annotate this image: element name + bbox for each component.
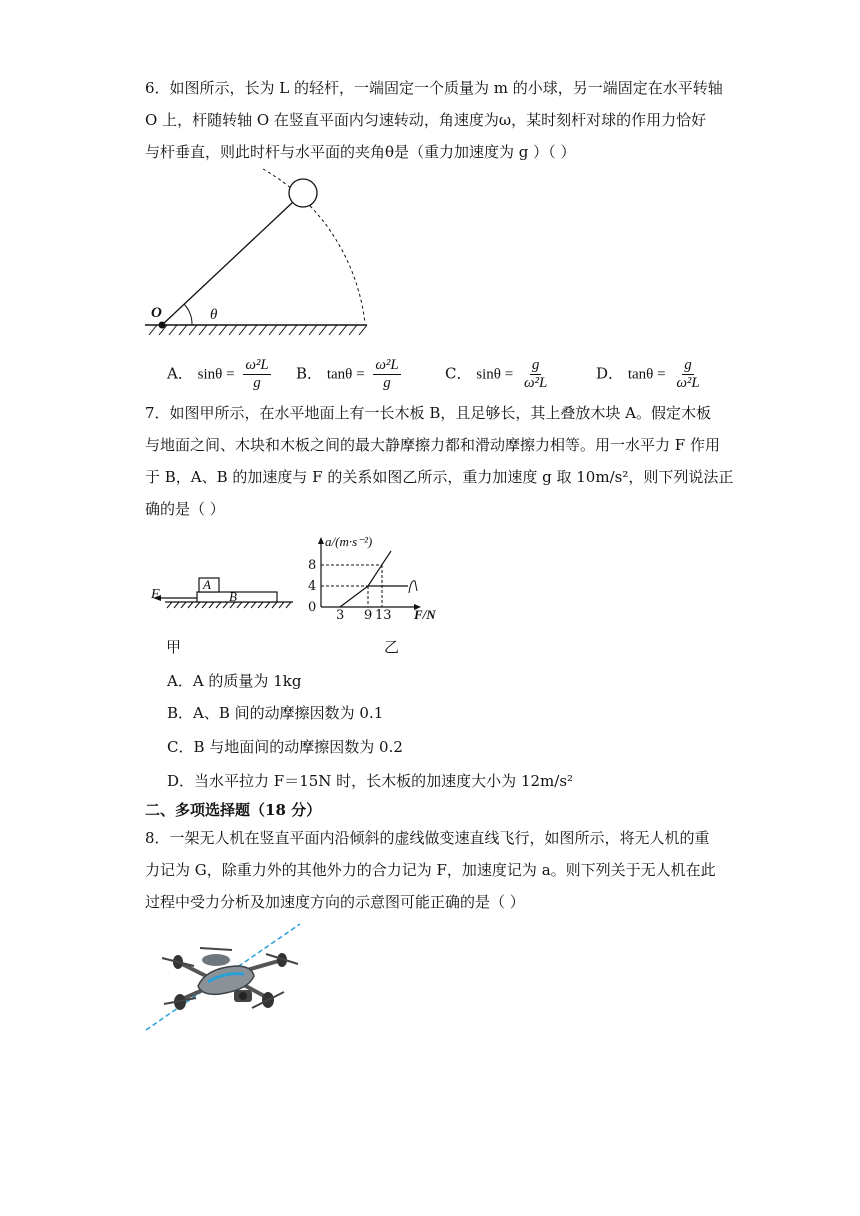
denominator: ω²L (676, 375, 700, 391)
q7-yi-ytick-4: 4 (308, 579, 317, 594)
option-letter: D． (596, 364, 624, 383)
q7-yi-xtick-9: 9 (364, 608, 373, 623)
q6-text-line1: 6．如图所示，长为 L 的轻杆，一端固定一个质量为 m 的小球，另一端固定在水平转轴 (145, 79, 723, 97)
denominator: ω²L (523, 375, 548, 391)
q7-option-b[interactable]: B．A、B 间的动摩擦因数为 0.1 (167, 704, 384, 722)
q8-text-line3: 过程中受力分析及加速度方向的示意图可能正确的是（ ） (145, 893, 525, 911)
section-heading: 二、多项选择题（18 分） (145, 801, 322, 819)
q7-option-a[interactable]: A．A 的质量为 1kg (167, 672, 302, 690)
q7-jia-label-F: F (151, 587, 160, 602)
q7-option-c[interactable]: C．B 与地面间的动摩擦因数为 0.2 (167, 738, 403, 756)
numerator: g (684, 357, 692, 373)
q7-text-line2: 与地面之间、木块和木板之间的最大静摩擦力都和滑动摩擦力相等。用一水平力 F 作用 (145, 436, 720, 454)
q7-yi-caption: 乙 (384, 638, 400, 656)
q7-option-d[interactable]: D．当水平拉力 F＝15N 时，长木板的加速度大小为 12m/s² (167, 772, 574, 790)
q6-text-line3: 与杆垂直，则此时杆与水平面的夹角θ是（重力加速度为 g ）（ ） (145, 143, 576, 161)
option-fraction (674, 357, 701, 392)
q7-yi-ylabel: a/(m·s⁻²) (325, 534, 373, 549)
q7-jia-label-B: B (229, 589, 237, 604)
q7-jia-label-A: A (203, 577, 211, 592)
q6-label-theta: θ (210, 307, 218, 323)
option-fraction (373, 357, 400, 392)
q7-yi-xtick-13: 13 (375, 608, 392, 623)
q8-text-line1: 8．一架无人机在竖直平面内沿倾斜的虚线做变速直线飞行，如图所示，将无人机的重 (145, 829, 710, 847)
option-function: tanθ = (627, 366, 666, 383)
q6-rod-figure (145, 165, 395, 340)
q7-jia-caption: 甲 (166, 638, 182, 656)
q6-option-b[interactable] (296, 357, 401, 392)
option-function: tanθ = (326, 366, 365, 383)
q8-drone-figure (140, 920, 310, 1035)
q7-yi-origin: 0 (308, 600, 317, 615)
q7-text-line3: 于 B，A、B 的加速度与 F 的关系如图乙所示，重力加速度 g 取 10m/s²，则下列说法正 (145, 468, 734, 486)
numerator: ω²L (245, 357, 269, 373)
q6-text-line2: O 上，杆随转轴 O 在竖直平面内匀速转动，角速度为ω，某时刻杆对球的作用力恰好 (145, 111, 707, 129)
option-fraction (243, 357, 270, 392)
option-letter: B． (296, 364, 323, 383)
denominator: g (383, 375, 391, 391)
q7-yi-xtick-3: 3 (336, 608, 345, 623)
q6-option-d[interactable] (596, 357, 702, 392)
q6-label-O: O (151, 305, 162, 321)
denominator: g (253, 375, 261, 391)
option-function: sinθ = (197, 366, 235, 383)
q7-yi-ytick-8: 8 (308, 558, 317, 573)
q6-option-c[interactable] (445, 357, 549, 392)
option-fraction (522, 357, 549, 392)
q6-option-a[interactable] (167, 357, 271, 392)
q7-text-line4: 确的是（ ） (145, 500, 225, 518)
option-letter: A． (167, 364, 193, 383)
numerator: ω²L (375, 357, 399, 373)
q7-text-line1: 7．如图甲所示，在水平地面上有一长木板 B，且足够长，其上叠放木块 A。假定木板 (145, 404, 711, 422)
option-letter: C． (445, 364, 472, 383)
option-function: sinθ = (476, 366, 514, 383)
q7-figure-jia (145, 570, 295, 615)
numerator: g (531, 357, 540, 373)
q7-yi-xlabel: F/N (414, 607, 436, 622)
q8-text-line2: 力记为 G，除重力外的其他外力的合力记为 F，加速度记为 a。则下列关于无人机在此 (145, 861, 716, 879)
